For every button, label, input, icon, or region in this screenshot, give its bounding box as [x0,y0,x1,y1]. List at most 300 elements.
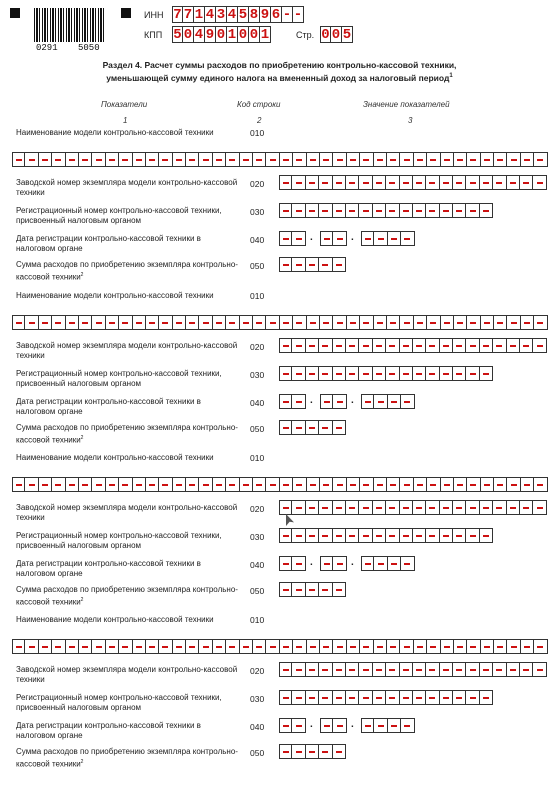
empty-char-cell [520,175,533,190]
row-040-day[interactable] [279,718,306,733]
row-040-month[interactable] [320,718,347,733]
empty-char-cell [319,662,332,677]
empty-char-cell [333,528,346,543]
empty-char-cell [401,394,414,409]
empty-char-cell [279,231,292,246]
empty-char-cell [533,175,546,190]
empty-char-cell [507,152,520,167]
empty-char-cell [319,175,332,190]
empty-char-cell [92,477,105,492]
row-040-day[interactable] [279,394,306,409]
row-050-label-text: Сумма расходов по приобретению экземпляра контрольно-кассовой техники [16,423,238,445]
empty-char-cell [306,257,319,272]
empty-char-cell [400,203,413,218]
empty-char-cell [279,420,292,435]
empty-char-cell [386,500,399,515]
empty-char-cell [400,662,413,677]
row-010-label: Наименование модели контрольно-кассовой техники [16,128,214,137]
empty-char-cell [386,690,399,705]
row-020-code: 020 [250,342,265,352]
empty-char-cell [374,315,387,330]
empty-char-cell [66,315,79,330]
row-010-input[interactable] [12,477,548,492]
empty-char-cell [400,639,413,654]
empty-char-cell [133,152,146,167]
empty-char-cell [199,152,212,167]
empty-char-cell [333,420,346,435]
empty-char-cell [173,477,186,492]
empty-char-cell [414,639,427,654]
empty-char-cell [292,175,305,190]
empty-char-cell [186,315,199,330]
empty-char-cell [320,718,333,733]
empty-char-cell [307,639,320,654]
empty-char-cell [12,639,25,654]
empty-char-cell [279,338,292,353]
row-020-code: 020 [250,179,265,189]
empty-char-cell [401,231,414,246]
empty-char-cell [466,338,479,353]
empty-char-cell [453,203,466,218]
empty-char-cell [159,315,172,330]
empty-char-cell [280,639,293,654]
row-040-day[interactable] [279,556,306,571]
empty-char-cell [480,662,493,677]
empty-char-cell [480,175,493,190]
empty-char-cell [106,477,119,492]
empty-char-cell [441,152,454,167]
char-cell: 9 [205,26,215,43]
empty-char-cell [146,477,159,492]
empty-char-cell [226,477,239,492]
empty-char-cell [253,315,266,330]
date-separator: . [310,719,313,730]
barcode [34,8,106,42]
row-040-year[interactable] [361,718,415,733]
empty-char-cell [466,690,479,705]
empty-char-cell [401,718,414,733]
empty-char-cell [387,315,400,330]
empty-char-cell [279,528,292,543]
empty-char-cell [414,152,427,167]
empty-char-cell [292,528,305,543]
empty-char-cell [493,662,506,677]
empty-char-cell [319,690,332,705]
empty-char-cell [92,315,105,330]
empty-char-cell [306,175,319,190]
row-050-code: 050 [250,424,265,434]
empty-char-cell [306,582,319,597]
col-header-values: Значение показателей [363,100,450,109]
empty-char-cell [280,477,293,492]
empty-char-cell [280,152,293,167]
empty-char-cell [373,203,386,218]
empty-char-cell [279,203,292,218]
row-040-month[interactable] [320,231,347,246]
empty-char-cell [520,338,533,353]
row-040-code: 040 [250,398,265,408]
empty-char-cell [440,500,453,515]
empty-char-cell [292,718,305,733]
empty-char-cell [533,338,546,353]
empty-char-cell [266,152,279,167]
empty-char-cell [466,366,479,381]
barcode-number-right: 5050 [78,43,100,53]
empty-char-cell [240,477,253,492]
empty-char-cell [106,315,119,330]
empty-char-cell [333,582,346,597]
empty-char-cell [440,690,453,705]
empty-char-cell [307,477,320,492]
empty-char-cell [333,639,346,654]
empty-char-cell [507,639,520,654]
empty-char-cell [466,500,479,515]
row-050-input[interactable] [279,420,346,435]
empty-char-cell [133,315,146,330]
empty-char-cell [279,175,292,190]
empty-char-cell [359,662,372,677]
empty-char-cell [373,662,386,677]
empty-char-cell [360,639,373,654]
empty-char-cell [292,203,305,218]
empty-char-cell [373,338,386,353]
empty-char-cell [388,231,401,246]
empty-char-cell [374,718,387,733]
row-020-label: Заводской номер экземпляра модели контрольно-кассовой техники [16,665,238,684]
row-040-year[interactable] [361,394,415,409]
row-040-year[interactable] [361,556,415,571]
empty-char-cell [413,690,426,705]
empty-char-cell [186,477,199,492]
col-number-2: 2 [257,116,262,125]
empty-char-cell [306,744,319,759]
empty-char-cell [507,500,520,515]
empty-char-cell [279,257,292,272]
empty-char-cell [481,639,494,654]
empty-char-cell [388,718,401,733]
empty-char-cell [346,203,359,218]
empty-char-cell [373,500,386,515]
page-number-field[interactable] [320,26,353,43]
row-020-input[interactable] [279,662,547,677]
empty-char-cell [39,477,52,492]
empty-char-cell [292,420,305,435]
char-cell: 0 [238,26,248,43]
empty-char-cell [360,315,373,330]
row-040-label: Дата регистрации контрольно-кассовой техники в налоговом органе [16,397,201,416]
empty-char-cell [521,152,534,167]
row-010-code: 010 [250,291,265,301]
char-cell: 8 [249,6,259,23]
row-010-label: Наименование модели контрольно-кассовой техники [16,615,214,624]
row-030-input[interactable] [279,203,493,218]
empty-char-cell [119,477,132,492]
empty-char-cell [12,477,25,492]
row-010-input[interactable] [12,639,548,654]
char-cell: 4 [205,6,215,23]
char-cell: 5 [342,26,352,43]
empty-char-cell [346,338,359,353]
empty-char-cell [119,152,132,167]
empty-char-cell [521,639,534,654]
empty-char-cell [453,528,466,543]
empty-char-cell [306,690,319,705]
row-050-input[interactable] [279,582,346,597]
empty-char-cell [467,477,480,492]
empty-char-cell [453,500,466,515]
empty-char-cell [306,420,319,435]
empty-char-cell [386,662,399,677]
row-020-input[interactable] [279,175,547,190]
row-050-label-text: Сумма расходов по приобретению экземпляра контрольно-кассовой техники [16,585,238,607]
row-030-label: Регистрационный номер контрольно-кассовой техники, присвоенный налоговым органом [16,693,222,712]
row-030-code: 030 [250,532,265,542]
empty-char-cell [293,639,306,654]
empty-char-cell [133,477,146,492]
empty-char-cell [534,152,547,167]
empty-char-cell [106,152,119,167]
char-cell: 9 [260,6,270,23]
empty-char-cell [292,366,305,381]
char-cell: 5 [238,6,248,23]
empty-char-cell [401,556,414,571]
empty-char-cell [319,420,332,435]
row-050-code: 050 [250,748,265,758]
empty-char-cell [173,152,186,167]
empty-char-cell [373,528,386,543]
empty-char-cell [440,338,453,353]
empty-char-cell [293,152,306,167]
empty-char-cell [441,477,454,492]
row-020-input[interactable] [279,338,547,353]
empty-char-cell [306,203,319,218]
empty-char-cell [414,315,427,330]
empty-char-cell [346,690,359,705]
empty-char-cell [494,639,507,654]
col-number-3: 3 [408,116,413,125]
empty-char-cell [320,152,333,167]
empty-char-cell [453,366,466,381]
empty-char-cell [347,477,360,492]
empty-char-cell [359,500,372,515]
empty-char-cell [386,338,399,353]
row-040-code: 040 [250,560,265,570]
row-040-code: 040 [250,235,265,245]
row-030-input[interactable] [279,366,493,381]
empty-char-cell [319,500,332,515]
empty-char-cell [306,528,319,543]
empty-char-cell [507,175,520,190]
empty-char-cell [361,718,374,733]
empty-char-cell [159,639,172,654]
empty-char-cell [426,338,439,353]
empty-char-cell [306,338,319,353]
empty-char-cell [66,639,79,654]
empty-char-cell [386,528,399,543]
row-040-month[interactable] [320,556,347,571]
empty-char-cell [413,366,426,381]
row-050-label [16,585,241,608]
date-separator: . [310,395,313,406]
empty-char-cell [400,338,413,353]
empty-char-cell [159,477,172,492]
empty-char-cell [106,639,119,654]
empty-char-cell [480,528,493,543]
empty-char-cell [253,152,266,167]
row-050-code: 050 [250,586,265,596]
empty-char-cell [466,528,479,543]
empty-char-cell [413,175,426,190]
row-040-month[interactable] [320,394,347,409]
empty-char-cell [292,500,305,515]
empty-char-cell [481,315,494,330]
empty-char-cell [373,366,386,381]
char-cell: 5 [173,26,182,43]
empty-char-cell [240,639,253,654]
empty-char-cell [359,203,372,218]
empty-char-cell [427,477,440,492]
empty-char-cell [480,366,493,381]
empty-char-cell [266,477,279,492]
empty-char-cell [25,152,38,167]
empty-char-cell [374,639,387,654]
inn-label: ИНН [144,10,164,20]
empty-char-cell [467,639,480,654]
empty-char-cell [25,639,38,654]
empty-char-cell [374,556,387,571]
row-030-label: Регистрационный номер контрольно-кассовой техники, присвоенный налоговым органом [16,531,222,550]
empty-char-cell [319,528,332,543]
empty-char-cell [533,500,546,515]
empty-char-cell [373,175,386,190]
empty-char-cell [360,477,373,492]
empty-char-cell [146,639,159,654]
empty-char-cell [346,528,359,543]
empty-char-cell [146,152,159,167]
empty-char-cell [454,315,467,330]
empty-char-cell [467,152,480,167]
empty-char-cell [306,662,319,677]
row-040-day[interactable] [279,231,306,246]
char-cell: 7 [183,6,193,23]
empty-char-cell [454,477,467,492]
empty-char-cell [279,556,292,571]
empty-char-cell [279,394,292,409]
row-010-label: Наименование модели контрольно-кассовой техники [16,453,214,462]
empty-char-cell [346,500,359,515]
empty-char-cell [413,203,426,218]
empty-char-cell [481,477,494,492]
empty-char-cell [521,477,534,492]
empty-char-cell [320,556,333,571]
empty-char-cell [426,690,439,705]
empty-char-cell [279,690,292,705]
empty-char-cell [374,152,387,167]
empty-char-cell [359,690,372,705]
char-cell: 6 [271,6,281,23]
empty-char-cell [453,175,466,190]
empty-char-cell [361,231,374,246]
empty-char-cell [213,639,226,654]
row-050-label-text: Сумма расходов по приобретению экземпляра контрольно-кассовой техники [16,747,238,769]
empty-char-cell [12,315,25,330]
empty-char-cell [79,315,92,330]
empty-char-cell [347,315,360,330]
empty-char-cell [333,315,346,330]
empty-char-cell [400,315,413,330]
section-title-line1: Раздел 4. Расчет суммы расходов по приобретению контрольно-кассовой техники, [102,60,457,70]
row-040-year[interactable] [361,231,415,246]
empty-char-cell [507,338,520,353]
empty-char-cell [426,662,439,677]
empty-char-cell [346,366,359,381]
empty-char-cell [388,394,401,409]
row-030-input[interactable] [279,690,493,705]
empty-char-cell [319,744,332,759]
empty-char-cell [441,639,454,654]
empty-char-cell [279,500,292,515]
empty-char-cell [333,477,346,492]
date-separator: . [351,395,354,406]
empty-char-cell [427,639,440,654]
empty-char-cell [534,315,547,330]
row-030-input[interactable] [279,528,493,543]
empty-char-cell [279,662,292,677]
char-cell: 0 [331,26,341,43]
empty-char-cell [453,338,466,353]
empty-char-cell [213,477,226,492]
date-separator: . [310,557,313,568]
empty-char-cell [319,203,332,218]
empty-char-cell [374,231,387,246]
empty-char-cell [119,315,132,330]
empty-char-cell [320,315,333,330]
row-020-code: 020 [250,666,265,676]
row-050-input[interactable] [279,744,346,759]
empty-char-cell [319,366,332,381]
empty-char-cell [279,582,292,597]
empty-char-cell [494,477,507,492]
char-cell: 0 [183,26,193,43]
empty-char-cell [494,152,507,167]
empty-char-cell [440,175,453,190]
empty-char-cell [39,639,52,654]
row-010-input[interactable] [12,152,548,167]
empty-char-cell [507,477,520,492]
empty-char-cell [521,315,534,330]
row-050-input[interactable] [279,257,346,272]
row-010-label: Наименование модели контрольно-кассовой техники [16,291,214,300]
empty-char-cell [280,315,293,330]
empty-char-cell [440,366,453,381]
row-010-input[interactable] [12,315,548,330]
row-020-input[interactable] [279,500,547,515]
empty-char-cell [292,556,305,571]
empty-char-cell [333,366,346,381]
kpp-field[interactable] [172,26,271,43]
empty-char-cell [400,366,413,381]
page-label: Стр. [296,30,315,40]
empty-char-cell [333,203,346,218]
row-050-label [16,423,241,446]
empty-char-cell [359,338,372,353]
inn-field[interactable] [172,6,304,23]
empty-char-cell [333,257,346,272]
row-020-label: Заводской номер экземпляра модели контрольно-кассовой техники [16,178,238,197]
empty-char-cell [199,639,212,654]
empty-char-cell [520,500,533,515]
empty-char-cell [320,394,333,409]
